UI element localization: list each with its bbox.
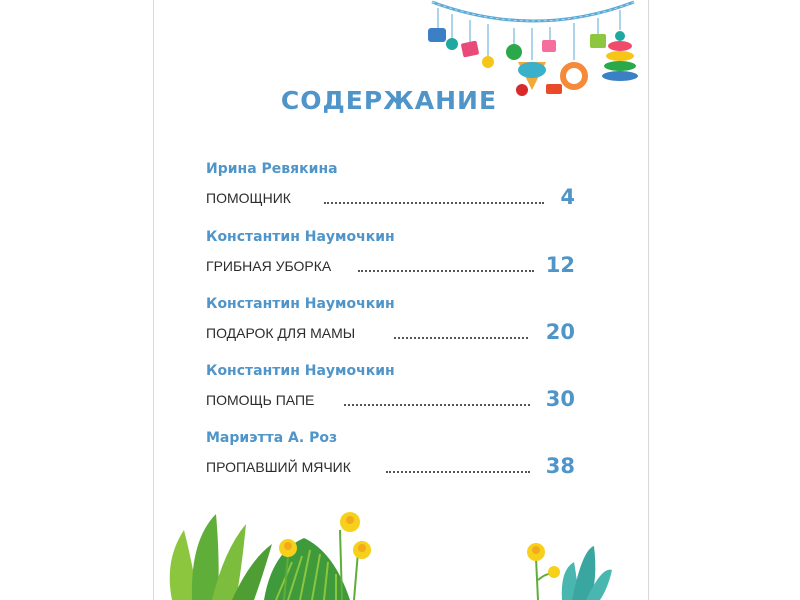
toc-row: [206, 183, 576, 211]
toc-author: Константин Наумочкин: [206, 363, 395, 379]
toc-author: Мариэтта А. Роз: [206, 430, 338, 446]
toc-row: [206, 452, 576, 480]
toc-story-title: ГРИБНАЯ УБОРКА: [206, 258, 332, 274]
toc-entry: [206, 160, 576, 211]
toc-page-number: 38: [545, 454, 575, 478]
toc-page-number: 12: [545, 253, 575, 277]
toc-page-number: 20: [545, 320, 575, 344]
toc-story-title: ПРОПАВШИЙ МЯЧИК: [206, 459, 351, 475]
toc-entry: [206, 362, 576, 413]
toc-author: Константин Наумочкин: [206, 296, 395, 312]
toc-page-number: 30: [545, 387, 575, 411]
toc-entry: [206, 295, 576, 346]
dot-leader: [394, 337, 528, 339]
toc-story-title: ПОМОЩЬ ПАПЕ: [206, 392, 315, 408]
dot-leader: [324, 202, 544, 204]
toc-story-title: ПОДАРОК ДЛЯ МАМЫ: [206, 325, 356, 341]
dot-leader: [358, 270, 534, 272]
dot-leader: [344, 404, 530, 406]
toc-row: [206, 385, 576, 413]
plants-illustration: [154, 500, 648, 600]
toc-author: Ирина Ревякина: [206, 161, 338, 177]
toc-entry: [206, 228, 576, 279]
toc-story-title: ПОМОЩНИК: [206, 190, 291, 206]
toc-row: [206, 251, 576, 279]
toc-author: Константин Наумочкин: [206, 229, 395, 245]
toc-entry: [206, 429, 576, 480]
toc-row: [206, 318, 576, 346]
page-title: СОДЕРЖАНИЕ: [280, 86, 498, 115]
toc-page-number: 4: [560, 185, 575, 209]
book-page: [154, 0, 648, 600]
dot-leader: [386, 471, 530, 473]
